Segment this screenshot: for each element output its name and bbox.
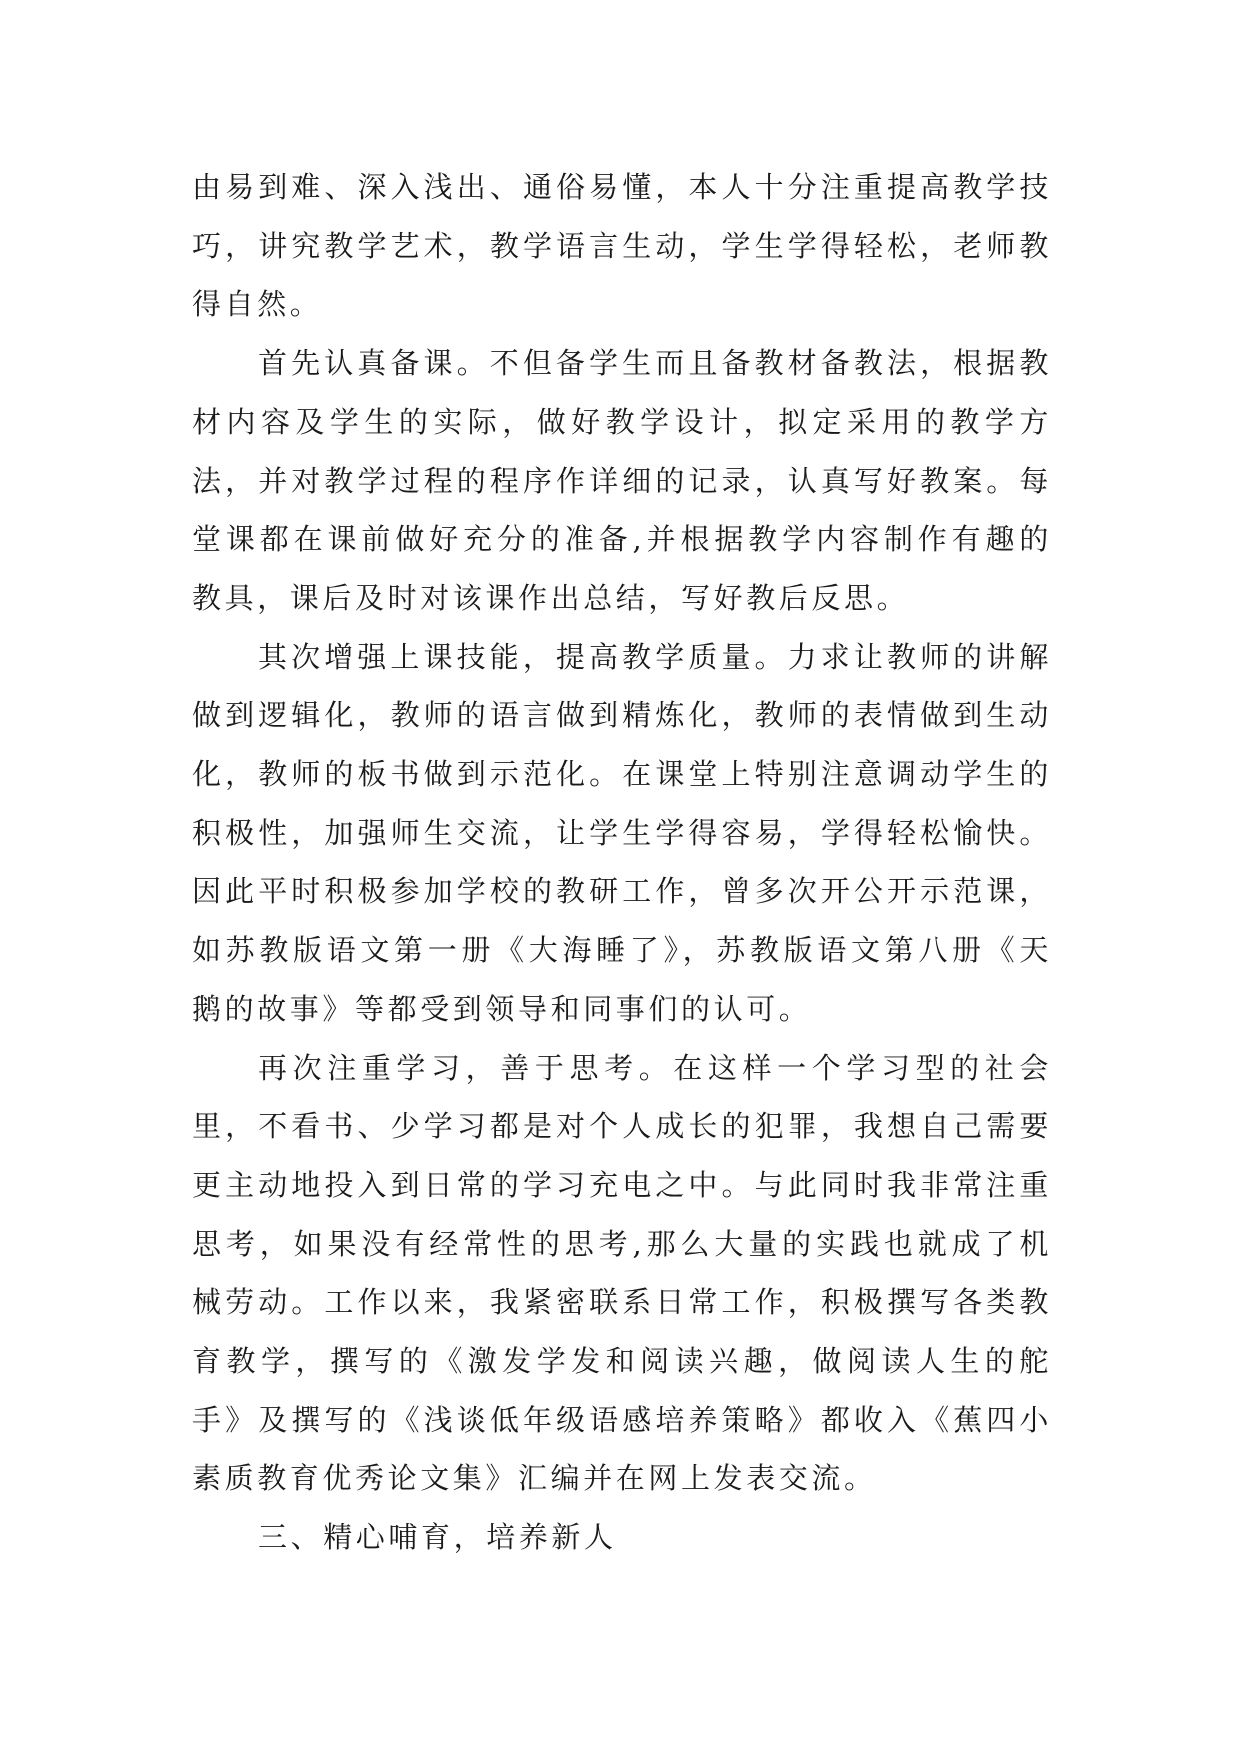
document-body [192, 158, 1052, 1567]
paragraph-continuation: 由易到难、深入浅出、通俗易懂，本人十分注重提高教学技巧，讲究教学艺术，教学语言生动，学生学得轻松，老师教得自然。 [192, 170, 1052, 322]
paragraph-teaching-skills: 其次增强上课技能，提高教学质量。力求让教师的讲解做到逻辑化，教师的语言做到精炼化，教师的表情做到生动化，教师的板书做到示范化。在课堂上特别注意调动学生的积极性，加强师生交流，让学生学得容易，学得轻松愉快。因此平时积极参加学校的教研工作，曾多次开公开示范课，如苏教版语文第一册《大海睡了》，苏教版语文第八册《天鹅的故事》等都受到领导和同事们的认可。 [192, 639, 1052, 1026]
paragraph-study-reflection: 再次注重学习，善于思考。在这样一个学习型的社会里，不看书、少学习都是对个人成长的犯罪，我想自己需要更主动地投入到日常的学习充电之中。与此同时我非常注重思考，如果没有经常性的思考,那么大量的实践也就成了机械劳动。工作以来，我紧密联系日常工作，积极撰写各类教育教学，撰写的《激发学发和阅读兴趣，做阅读人生的舵手》及撰写的《浅谈低年级语感培养策略》都收入《蕉四小素质教育优秀论文集》汇编并在网上发表交流。 [192, 1050, 1052, 1496]
paragraph-lesson-preparation: 首先认真备课。不但备学生而且备教材备教法，根据教材内容及学生的实际，做好教学设计，拟定采用的教学方法，并对教学过程的程序作详细的记录，认真写好教案。每堂课都在课前做好充分的准备,并根据教学内容制作有趣的教具，课后及时对该课作出总结，写好教后反思。 [192, 346, 1052, 615]
section-heading: 三、精心哺育，培养新人 [258, 1520, 617, 1555]
